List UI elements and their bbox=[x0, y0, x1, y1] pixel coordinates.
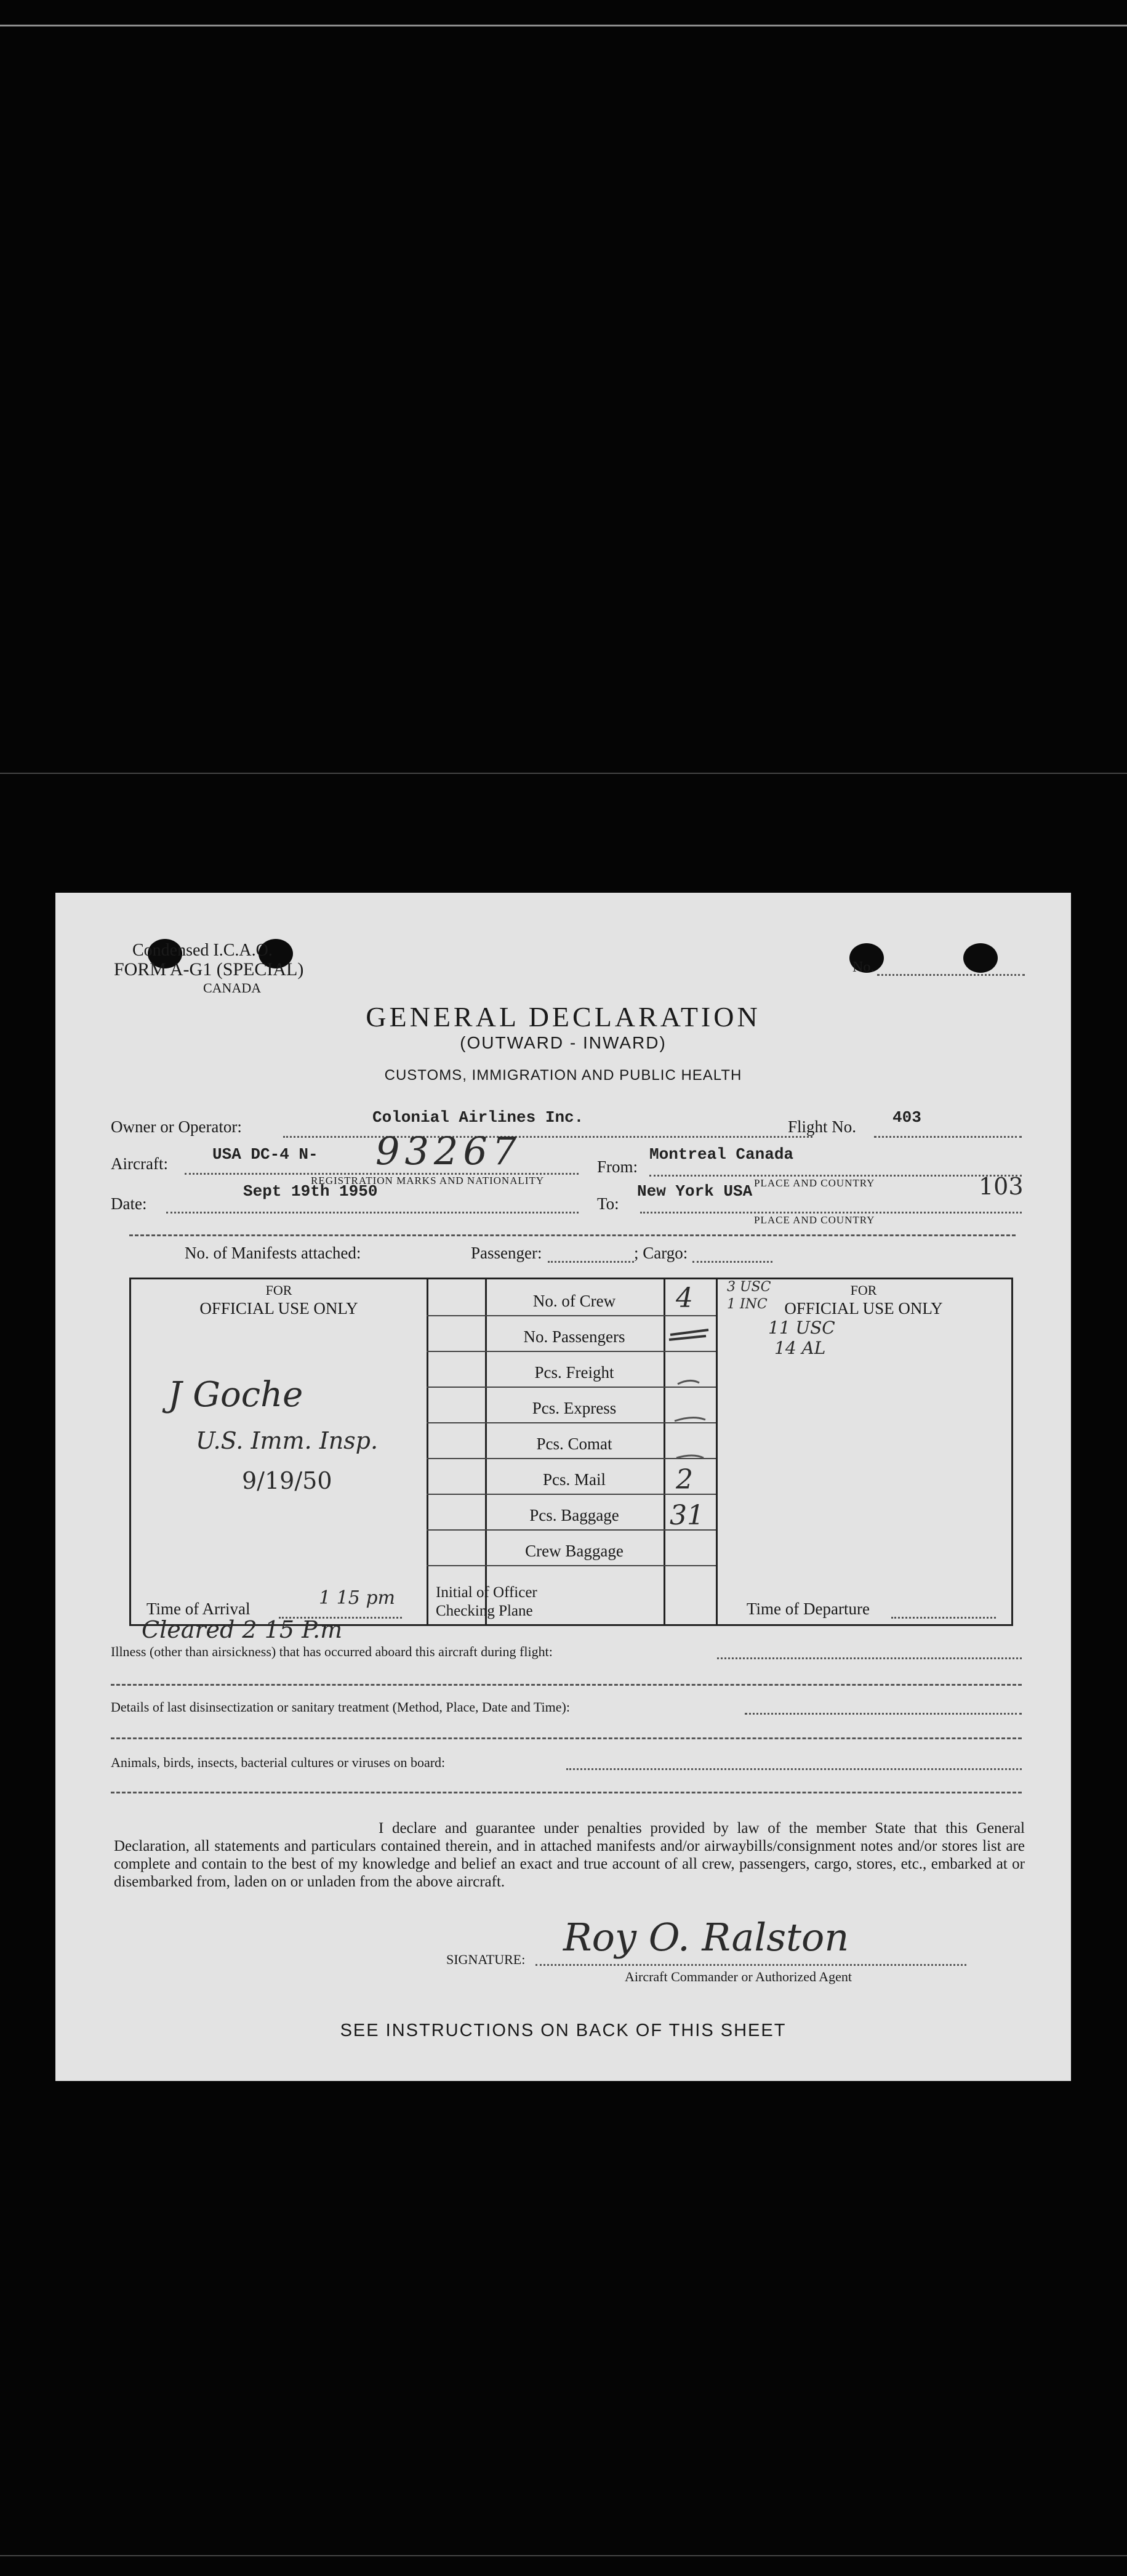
signature-line bbox=[535, 1964, 966, 1966]
footer-instructions: SEE INSTRUCTIONS ON BACK OF THIS SHEET bbox=[340, 2021, 787, 2040]
page-subheading: CUSTOMS, IMMIGRATION AND PUBLIC HEALTH bbox=[384, 1067, 742, 1084]
manifests-cargo-label: ; Cargo: bbox=[634, 1244, 688, 1262]
animals-label: Animals, birds, insects, bacterial cultures or viruses on board: bbox=[111, 1755, 446, 1770]
signature-label: SIGNATURE: bbox=[446, 1952, 526, 1967]
animals-line bbox=[566, 1768, 1022, 1770]
date-line bbox=[166, 1212, 579, 1214]
row-divider bbox=[427, 1565, 716, 1566]
signature-caption: Aircraft Commander or Authorized Agent bbox=[625, 1969, 852, 1984]
film-edge-line-bottom bbox=[0, 2555, 1127, 2556]
page-title: GENERAL DECLARATION bbox=[366, 1001, 761, 1032]
arrival-value: 1 15 pm bbox=[319, 1587, 395, 1609]
manifests-passenger-line bbox=[548, 1261, 634, 1263]
illness-line-2 bbox=[111, 1684, 1022, 1686]
inspector-stamp-line3: 9/19/50 bbox=[242, 1467, 332, 1494]
from-line bbox=[649, 1175, 1022, 1177]
illness-label: Illness (other than airsickness) that has occurred aboard this aircraft during flight: bbox=[111, 1644, 553, 1659]
strikeout-marks bbox=[665, 1316, 715, 1563]
film-edge-line-middle bbox=[0, 773, 1127, 774]
form-header-line1: Condensed I.C.A.O. bbox=[132, 941, 273, 960]
form-number-line bbox=[877, 974, 1025, 976]
row-label-passengers: No. Passengers bbox=[523, 1327, 625, 1346]
right-note-1: 3 USC bbox=[727, 1279, 771, 1295]
owner-label: Owner or Operator: bbox=[111, 1117, 242, 1136]
general-declaration-document bbox=[55, 893, 1071, 2081]
official-use-table bbox=[129, 1278, 1013, 1626]
manifests-cargo-line bbox=[692, 1261, 772, 1263]
row-value-crew: 4 bbox=[676, 1282, 693, 1314]
date-label: Date: bbox=[111, 1194, 147, 1213]
to-label: To: bbox=[597, 1194, 619, 1213]
from-label: From: bbox=[597, 1157, 638, 1176]
right-note-3: 11 USC bbox=[768, 1318, 835, 1338]
row-label-baggage: Pcs. Baggage bbox=[529, 1506, 619, 1524]
left-official-header-2: OFFICIAL USE ONLY bbox=[199, 1299, 358, 1318]
separator-line bbox=[129, 1234, 1016, 1236]
box-divider-left bbox=[427, 1279, 428, 1624]
row-value-baggage: 31 bbox=[670, 1500, 704, 1531]
form-number-label: No. bbox=[852, 959, 875, 975]
officer-label-2: Checking Plane bbox=[436, 1603, 533, 1619]
arrival-label: Time of Arrival bbox=[146, 1600, 251, 1618]
from-caption: PLACE AND COUNTRY bbox=[754, 1177, 875, 1189]
to-line bbox=[640, 1212, 1022, 1214]
right-note-2: 1 INC bbox=[727, 1297, 768, 1312]
aircraft-caption: REGISTRATION MARKS AND NATIONALITY bbox=[311, 1175, 545, 1186]
left-official-header-1: FOR bbox=[265, 1282, 292, 1298]
inspector-stamp-line1: J Goche bbox=[168, 1375, 303, 1415]
owner-line bbox=[283, 1136, 812, 1138]
row-label-crew-baggage: Crew Baggage bbox=[525, 1542, 624, 1560]
departure-line bbox=[891, 1617, 996, 1619]
form-header-line2: FORM A-G1 (SPECIAL) bbox=[114, 959, 304, 980]
departure-label: Time of Departure bbox=[747, 1600, 870, 1618]
disinsect-label: Details of last disinsectization or sanitary treatment (Method, Place, Date and Time): bbox=[111, 1699, 570, 1715]
flight-label: Flight No. bbox=[788, 1117, 857, 1136]
illness-line bbox=[717, 1657, 1022, 1659]
film-edge-line-top bbox=[0, 25, 1127, 26]
inspector-stamp-line2: U.S. Imm. Insp. bbox=[196, 1427, 379, 1454]
row-label-comat: Pcs. Comat bbox=[536, 1435, 612, 1453]
flight-line bbox=[874, 1136, 1022, 1138]
signature-value: Roy O. Ralston bbox=[563, 1915, 849, 1960]
row-value-mail: 2 bbox=[676, 1464, 693, 1495]
right-note-4: 14 AL bbox=[774, 1338, 826, 1358]
right-official-header-2: OFFICIAL USE ONLY bbox=[784, 1299, 943, 1318]
cleared-note: Cleared 2 15 P.m bbox=[142, 1616, 343, 1643]
form-header-line3: CANADA bbox=[203, 980, 262, 996]
officer-label-1: Initial of Officer bbox=[436, 1584, 537, 1601]
aircraft-label: Aircraft: bbox=[111, 1154, 168, 1173]
row-label-express: Pcs. Express bbox=[532, 1399, 617, 1417]
right-official-header-1: FOR bbox=[850, 1282, 877, 1298]
to-handwritten-number: 103 bbox=[979, 1173, 1024, 1200]
aircraft-handwritten-number: 93267 bbox=[375, 1129, 522, 1173]
manifests-passenger-label: Passenger: bbox=[471, 1244, 542, 1262]
row-label-freight: Pcs. Freight bbox=[534, 1363, 614, 1382]
page-subtitle: (OUTWARD - INWARD) bbox=[460, 1033, 667, 1052]
declaration-statement: I declare and guarantee under penalties provided by law of the member State that this General Declaration, all statements and particulars contained therein, and in attached manifests and/or airwaybills/consignment notes and/or stores list are complete and contain to the best of my knowledge and belief an exact and true account of all crew, passengers, cargo, stores, etc., embarked at or disembarked from, laden on or unladen from the above aircraft. bbox=[114, 1820, 1025, 1890]
to-caption: PLACE AND COUNTRY bbox=[754, 1214, 875, 1226]
punch-hole-right-2 bbox=[963, 943, 998, 973]
animals-line-2 bbox=[111, 1792, 1022, 1793]
to-value: New York USA bbox=[637, 1182, 753, 1201]
disinsect-line-2 bbox=[111, 1737, 1022, 1739]
row-label-mail: Pcs. Mail bbox=[542, 1470, 606, 1489]
row-label-crew: No. of Crew bbox=[532, 1292, 616, 1310]
owner-value: Colonial Airlines Inc. bbox=[372, 1108, 584, 1127]
aircraft-value: USA DC-4 N- bbox=[212, 1145, 318, 1164]
manifests-label: No. of Manifests attached: bbox=[185, 1244, 361, 1262]
disinsect-line bbox=[745, 1713, 1022, 1715]
flight-value: 403 bbox=[892, 1108, 921, 1127]
box-divider-right bbox=[716, 1279, 718, 1624]
from-value: Montreal Canada bbox=[649, 1145, 794, 1164]
date-value: Sept 19th 1950 bbox=[243, 1182, 378, 1201]
